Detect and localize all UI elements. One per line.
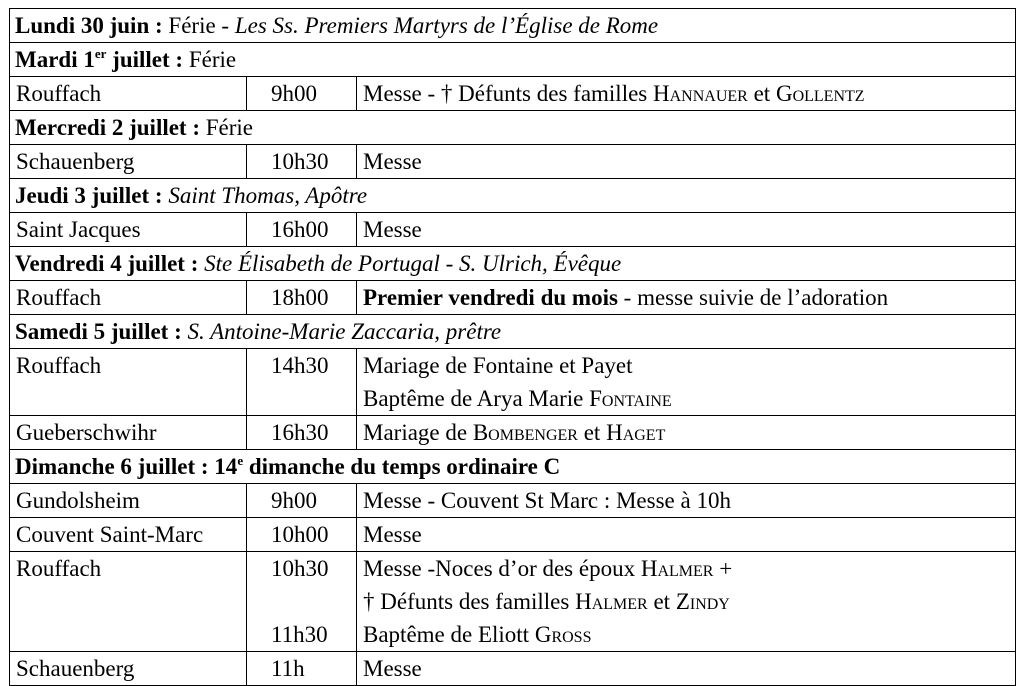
day-header	[10, 111, 1016, 145]
day-header-row	[10, 111, 1016, 145]
family-name: Gollentz	[775, 81, 865, 106]
day-header	[10, 247, 1016, 281]
day-header-row	[10, 315, 1016, 349]
family-name: Haget	[606, 420, 666, 445]
time-cell: 9h00	[247, 484, 357, 518]
day-label: Lundi 30 juin :	[15, 13, 163, 38]
day-label	[15, 47, 183, 72]
table-row	[10, 552, 1016, 652]
description-text: +	[713, 556, 733, 581]
description-cell	[357, 416, 1016, 450]
description-text: Baptême de Arya Marie	[363, 386, 590, 411]
day-label-start: Mardi 1	[15, 47, 95, 72]
time-spacer	[271, 585, 356, 618]
time-value: 10h30	[271, 556, 329, 581]
day-header-row	[10, 43, 1016, 77]
day-label: Samedi 5 juillet :	[15, 319, 182, 344]
description-text: † Défunts des familles	[363, 589, 576, 614]
family-name: Bombenger	[472, 420, 578, 445]
description-line	[363, 585, 1015, 618]
description-cell: Messe	[357, 145, 1016, 179]
place-cell: Rouffach	[10, 77, 247, 111]
family-name: Fontaine	[589, 386, 672, 411]
time-cell: 10h00	[247, 518, 357, 552]
time-cell: 11h	[247, 652, 357, 686]
family-name: Hannauer	[653, 81, 748, 106]
table-row	[10, 281, 1016, 315]
day-saint: Les Ss. Premiers Martyrs de l’Église de Rome	[234, 13, 659, 38]
day-label-start: Dimanche 6 juillet : 14	[15, 454, 238, 479]
description-cell: Messe	[357, 518, 1016, 552]
place-cell: Rouffach	[10, 349, 247, 416]
time-cell: 9h00	[247, 77, 357, 111]
description-text: Messe -Noces d’or des époux	[363, 556, 641, 581]
place-cell: Saint Jacques	[10, 213, 247, 247]
description-text: et	[577, 420, 607, 445]
day-header	[10, 315, 1016, 349]
description-line	[363, 382, 1015, 415]
schedule-table	[9, 8, 1016, 686]
description-line	[363, 552, 1015, 585]
day-header	[10, 9, 1016, 43]
family-name: Zindy	[675, 589, 730, 614]
description-line	[363, 618, 1015, 651]
description-text: - messe suivie de l’adoration	[617, 285, 889, 310]
description-text: Mariage de	[363, 420, 473, 445]
day-saint: S. Antoine-Marie Zaccaria, prêtre	[181, 319, 502, 344]
place-cell: Gundolsheim	[10, 484, 247, 518]
day-label	[15, 454, 560, 479]
time-cell: 16h30	[247, 416, 357, 450]
day-feast-type: Férie -	[168, 13, 235, 38]
day-feast-type: Férie	[183, 47, 237, 72]
day-label-end: juillet :	[106, 47, 184, 72]
place-cell: Schauenberg	[10, 145, 247, 179]
table-row	[10, 416, 1016, 450]
day-label-end: dimanche du temps ordinaire C	[243, 454, 561, 479]
place-cell: Schauenberg	[10, 652, 247, 686]
day-header-row	[10, 450, 1016, 484]
day-label-sup: er	[94, 46, 107, 61]
day-label: Jeudi 3 juillet :	[15, 183, 163, 208]
description-text: et	[647, 589, 676, 614]
table-row	[10, 652, 1016, 686]
place-cell: Gueberschwihr	[10, 416, 247, 450]
day-saint: Saint Thomas, Apôtre	[162, 183, 368, 208]
description-cell: Messe	[357, 652, 1016, 686]
description-cell: Messe - Couvent St Marc : Messe à 10h	[357, 484, 1016, 518]
description-cell	[357, 552, 1016, 652]
time-cell	[247, 552, 357, 652]
time-value: 11h30	[271, 622, 328, 647]
description-line: Mariage de Fontaine et Payet	[363, 353, 633, 378]
day-header	[10, 179, 1016, 213]
family-name: Gross	[534, 622, 592, 647]
day-feast-type: Férie	[200, 115, 254, 140]
day-header	[10, 43, 1016, 77]
day-header-row	[10, 179, 1016, 213]
description-cell	[357, 349, 1016, 416]
description-text: et	[747, 81, 776, 106]
day-label-sup: e	[237, 453, 244, 468]
time-cell: 10h30	[247, 145, 357, 179]
day-header-row	[10, 247, 1016, 281]
time-cell: 18h00	[247, 281, 357, 315]
day-label: Vendredi 4 juillet :	[15, 251, 199, 276]
day-header	[10, 450, 1016, 484]
description-text: Baptême de Eliott	[363, 622, 535, 647]
description-cell: Messe	[357, 213, 1016, 247]
event-title: Premier vendredi du mois	[363, 285, 618, 310]
day-saint: Ste Élisabeth de Portugal - S. Ulrich, Évêque	[198, 251, 622, 276]
place-cell: Couvent Saint-Marc	[10, 518, 247, 552]
description-text: Messe - † Défunts des familles	[363, 81, 653, 106]
table-row	[10, 213, 1016, 247]
day-header-row	[10, 9, 1016, 43]
place-cell: Rouffach	[10, 552, 247, 652]
day-label: Mercredi 2 juillet :	[15, 115, 200, 140]
table-row	[10, 349, 1016, 416]
description-cell	[357, 77, 1016, 111]
time-cell: 16h00	[247, 213, 357, 247]
time-cell: 14h30	[247, 349, 357, 416]
family-name: Halmer	[575, 589, 648, 614]
place-cell: Rouffach	[10, 281, 247, 315]
family-name: Halmer	[640, 556, 714, 581]
table-row	[10, 484, 1016, 518]
description-cell	[357, 281, 1016, 315]
table-row	[10, 145, 1016, 179]
table-row	[10, 77, 1016, 111]
table-row	[10, 518, 1016, 552]
